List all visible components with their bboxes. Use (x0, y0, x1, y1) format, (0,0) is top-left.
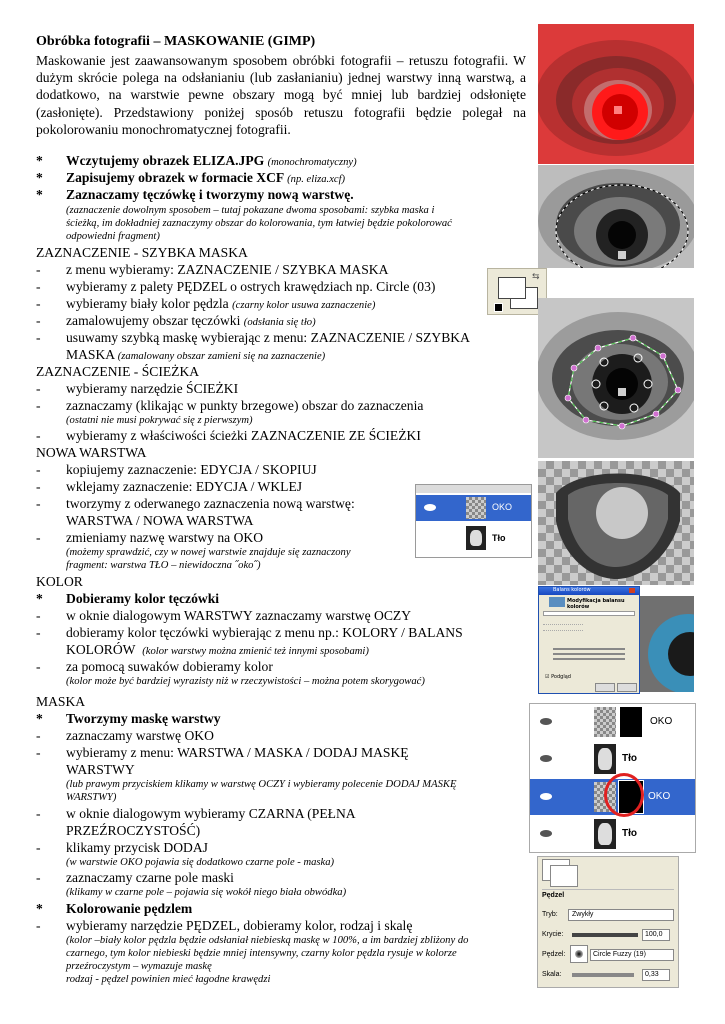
list-item: zaznaczamy warstwę OKO (66, 728, 214, 743)
scale-slider[interactable] (572, 973, 634, 977)
bullet-star: * (36, 153, 43, 168)
layer-thumbnail (594, 744, 616, 774)
foreground-color-swatch[interactable] (498, 277, 526, 299)
layer-name: Tło (622, 753, 637, 764)
bullet-dash: - (36, 330, 41, 345)
scale-input[interactable]: 0,33 (642, 969, 670, 981)
layer-row-oko-selected[interactable] (530, 779, 695, 815)
bullet-star: * (36, 711, 43, 726)
layers-panel-small[interactable] (415, 484, 532, 558)
list-item: z menu wybieramy: ZAZNACZENIE / SZYBKA MASKA (66, 262, 389, 277)
list-item-note: (możemy sprawdzić, czy w nowej warstwie znajduje się zaznaczony (66, 547, 351, 558)
brush-panel-header (542, 889, 674, 900)
bullet-dash: - (36, 745, 41, 760)
layer-name: OKO (492, 502, 513, 512)
extracted-iris-image (538, 461, 694, 585)
bullet-dash: - (36, 296, 41, 311)
layers-panel-header (416, 485, 531, 493)
section-heading: MASKA (36, 694, 86, 709)
list-item: tworzymy z oderwanego zaznaczenia nową warstwę: (66, 496, 355, 511)
list-item: w oknie dialogowym wybieramy CZARNA (PEŁNA (66, 806, 356, 821)
bullet-dash: - (36, 428, 41, 443)
bullet-star: * (36, 591, 43, 606)
bullet-dash: - (36, 262, 41, 277)
bullet-dash: - (36, 398, 41, 413)
list-item-note: (w warstwie OKO pojawia się dodatkowo czarne pole - maska) (66, 857, 335, 868)
list-item-note: rodzaj - pędzel powinien mieć łagodne krawędzi (66, 974, 271, 985)
default-colors-icon[interactable] (494, 303, 503, 312)
list-item: klikamy przycisk DODAJ (66, 840, 208, 855)
color-balance-dialog[interactable] (538, 586, 640, 694)
dialog-title: Balans kolorów (553, 587, 591, 593)
mode-label: Tryb: (542, 911, 558, 918)
bullet-dash: - (36, 918, 41, 933)
dialog-icon (549, 597, 565, 607)
list-item: zaznaczamy czarne pole maski (66, 870, 234, 885)
bullet-dash: - (36, 659, 41, 674)
intro-paragraph: Maskowanie jest zaawansowanym sposobem obróbki fotografii – retuszu fotografii. W dużym skrócie polega na odsłanianiu (lub zasłanianiu) jednej warstwy inną warstwą, a dodatkowo, na warstwie pewne obszary mogą być mniej lub bardziej odsłonięte (zasłonięte). Przedstawiony poniżej sposób retuszu fotografii będzie polegał na pokolorowaniu monochromatycznej fotografii. (36, 53, 526, 137)
layer-row-oko[interactable] (416, 495, 531, 521)
brush-preview[interactable] (570, 945, 588, 963)
layer-name: OKO (650, 716, 673, 727)
preview-checkbox[interactable]: ☑ Podgląd (545, 674, 571, 680)
eye-visibility-icon[interactable] (540, 755, 552, 762)
step-heading: Kolorowanie pędzlem (66, 901, 193, 916)
brush-tool-options[interactable] (537, 856, 679, 988)
bullet-dash: - (36, 806, 41, 821)
section-heading: ZAZNACZENIE - ŚCIEŻKA (36, 364, 200, 379)
bullet-dash: - (36, 530, 41, 545)
bullet-star: * (36, 901, 43, 916)
step-select-note: (zaznaczenie dowolnym sposobem – tutaj pokazane dwoma sposobami: szybka maska i (66, 205, 435, 216)
quick-mask-eye-image (538, 24, 694, 164)
list-item: dobieramy kolor tęczówki wybierając z menu np.: KOLORY / BALANS (66, 625, 463, 640)
scale-label: Skala: (542, 971, 562, 978)
list-item: wybieramy biały kolor pędzla (czarny kolor usuwa zaznaczenie) (66, 296, 376, 311)
layer-name: OKO (648, 791, 671, 802)
layer-name: Tło (622, 828, 637, 839)
eye-visibility-icon[interactable] (540, 830, 552, 837)
list-item: wybieramy narzędzie ŚCIEŻKI (66, 381, 239, 396)
list-item: wybieramy narzędzie PĘDZEL, dobieramy kolor, rodzaj i skalę (66, 918, 413, 933)
swap-colors-icon[interactable]: ⇆ (532, 272, 540, 282)
list-item: za pomocą suwaków dobieramy kolor (66, 659, 273, 674)
layer-name: Tło (492, 533, 506, 543)
step-select-note: ścieżką, im dokładniej zaznaczymy obszar do kolorowania, tym łatwiej będzie pokolorować (66, 218, 452, 229)
bullet-dash: - (36, 496, 41, 511)
tool-swatch-bg[interactable] (550, 865, 578, 887)
path-selection-eye-image (538, 298, 694, 458)
highlight-circle (604, 773, 644, 817)
list-item: zamalowujemy obszar tęczówki (odsłania się tło) (66, 313, 316, 328)
layer-row-oko[interactable] (530, 704, 695, 740)
dialog-titlebar (539, 587, 639, 595)
step-load: Wczytujemy obrazek ELIZA.JPG (monochromatyczny) (66, 153, 357, 168)
list-item-note: (ostatni nie musi pokrywać się z pierwszym) (66, 415, 253, 426)
step-select: Zaznaczamy tęczówkę i tworzymy nową warstwę. (66, 187, 354, 202)
step-select-note: odpowiedni fragment) (66, 231, 160, 242)
color-sliders[interactable] (543, 645, 635, 667)
mask-thumbnail[interactable] (620, 707, 642, 737)
bullet-star: * (36, 187, 43, 202)
layer-row-tlo[interactable] (530, 816, 695, 852)
bullet-dash: - (36, 279, 41, 294)
list-item: zaznaczamy (klikając w punkty brzegowe) obszar do zaznaczenia (66, 398, 424, 413)
list-item: wybieramy z właściwości ścieżki ZAZNACZENIE ZE ŚCIEŻKI (66, 428, 421, 443)
list-item-note: (kolor może być bardziej wyrazisty niż w rzeczywistości – można potem skorygować) (66, 676, 425, 687)
section-heading: KOLOR (36, 574, 83, 589)
bullet-dash: - (36, 840, 41, 855)
layer-thumbnail (466, 526, 486, 550)
list-item-note: (kolor –biały kolor pędzla będzie odsłaniał niebieską maskę w 100%, a im bardziej zbliżony do (66, 935, 469, 946)
layer-thumbnail (466, 497, 486, 519)
page-title: Obróbka fotografii – MASKOWANIE (GIMP) (36, 34, 316, 49)
brush-label: Pędzel: (542, 951, 566, 958)
range-radio-group[interactable] (543, 619, 583, 635)
list-item-note: przeźroczystym – wymazuje maskę (66, 961, 212, 972)
close-icon[interactable] (629, 588, 635, 593)
layer-row-tlo[interactable] (530, 741, 695, 777)
list-item-note: (klikamy w czarne pole – pojawia się wokół niego biała obwódka) (66, 887, 347, 898)
list-item-note: czarnego, tym kolor niebieski będzie mniej intensywny, czarny kolor pędzla rysuje w kolorze (66, 948, 457, 959)
list-item: w oknie dialogowym WARSTWY zaznaczamy warstwę OCZY (66, 608, 412, 623)
section-heading: ZAZNACZENIE - SZYBKA MASKA (36, 245, 248, 260)
brush-name-field[interactable]: Circle Fuzzy (19) (590, 949, 674, 961)
list-item: kopiujemy zaznaczenie: EDYCJA / SKOPIUJ (66, 462, 317, 477)
step-heading: Tworzymy maskę warstwy (66, 711, 221, 726)
list-item: wklejamy zaznaczenie: EDYCJA / WKLEJ (66, 479, 303, 494)
section-heading: NOWA WARSTWA (36, 445, 147, 460)
dialog-header: Modyfikacja balansu kolorów (567, 598, 625, 610)
layer-thumbnail (594, 819, 616, 849)
bullet-dash: - (36, 608, 41, 623)
list-item: WARSTWY (66, 762, 135, 777)
layer-row-tlo[interactable] (416, 523, 531, 553)
bullet-star: * (36, 170, 43, 185)
list-item: PRZEŹROCZYSTOŚĆ) (66, 823, 201, 838)
opacity-input[interactable]: 100,0 (642, 929, 670, 941)
list-item: wybieramy z menu: WARSTWA / MASKA / DODAJ MASKĘ (66, 745, 409, 760)
list-item-note: WARSTWY) (66, 792, 117, 803)
panel-title: Pędzel (542, 892, 565, 899)
bullet-dash: - (36, 381, 41, 396)
list-item: zmieniamy nazwę warstwy na OKO (66, 530, 264, 545)
mode-dropdown[interactable]: Zwykły (568, 909, 674, 921)
eye-visibility-icon[interactable] (540, 793, 552, 800)
layers-panel-mask[interactable] (529, 703, 696, 853)
bullet-dash: - (36, 462, 41, 477)
step-save: Zapisujemy obrazek w formacie XCF (np. eliza.xcf) (66, 170, 346, 185)
bullet-dash: - (36, 479, 41, 494)
eye-visibility-icon[interactable] (424, 504, 436, 511)
layer-thumbnail (594, 707, 616, 737)
bullet-dash: - (36, 870, 41, 885)
opacity-slider[interactable] (572, 933, 638, 937)
blue-iris-preview (640, 596, 694, 692)
opacity-label: Krycie: (542, 931, 564, 938)
cancel-button[interactable] (617, 683, 637, 692)
preset-dropdown[interactable] (543, 611, 635, 616)
list-item: usuwamy szybką maskę wybierając z menu: ZAZNACZENIE / SZYBKA (66, 330, 470, 345)
list-item-note: fragment: warstwa TŁO – niewidoczna ˝oko˝) (66, 560, 261, 571)
eye-visibility-icon[interactable] (540, 718, 552, 725)
list-item: wybieramy z palety PĘDZEL o ostrych krawędziach np. Circle (03) (66, 279, 436, 294)
list-item: KOLORÓW (kolor warstwy można zmienić też innymi sposobami) (66, 642, 369, 657)
bullet-dash: - (36, 625, 41, 640)
bullet-dash: - (36, 728, 41, 743)
list-item-note: (lub prawym przyciskiem klikamy w warstwę OCZY i wybieramy polecenie DODAJ MASKĘ (66, 779, 457, 790)
list-item: MASKA (zamalowany obszar zamieni się na zaznaczenie) (66, 347, 326, 362)
step-heading: Dobieramy kolor tęczówki (66, 591, 220, 606)
list-item: WARSTWA / NOWA WARSTWA (66, 513, 254, 528)
ok-button[interactable] (595, 683, 615, 692)
selected-iris-image (538, 165, 694, 268)
bullet-dash: - (36, 313, 41, 328)
